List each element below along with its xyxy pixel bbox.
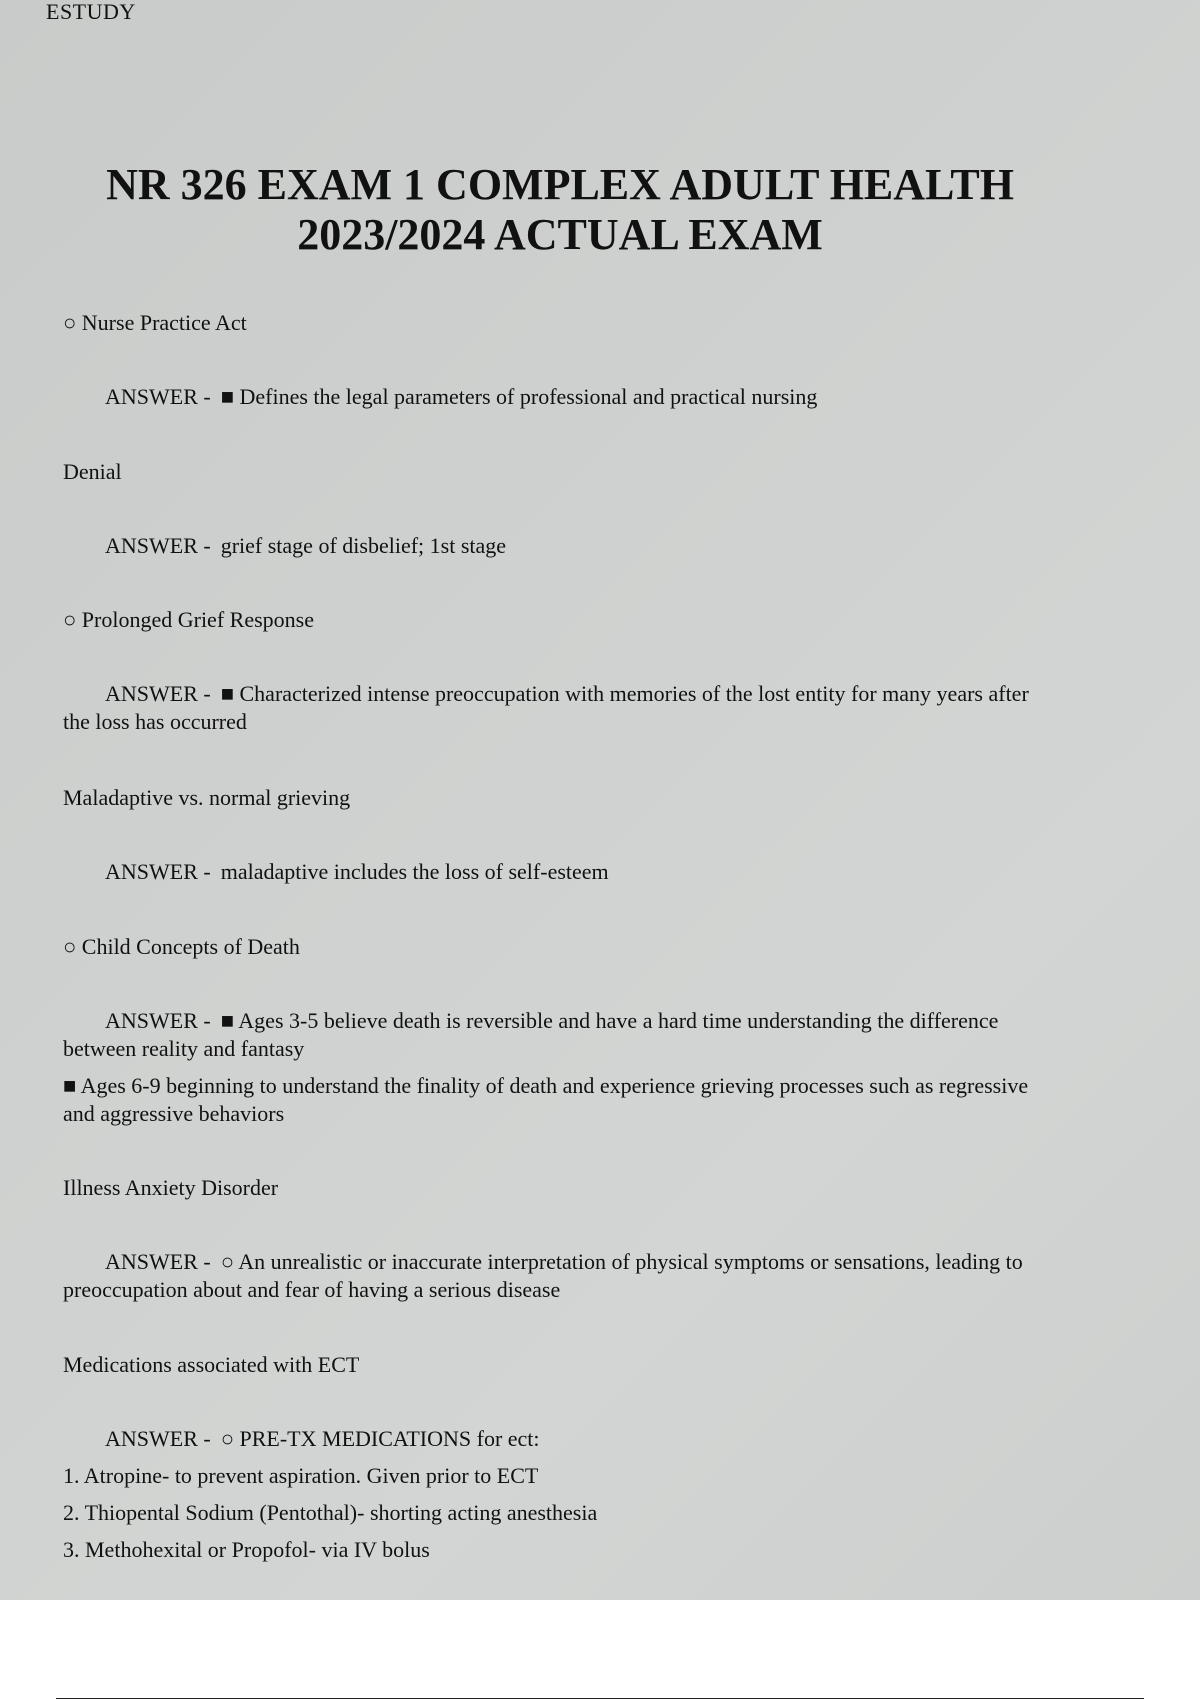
answer-body: ■ Ages 3-5 believe death is reversible and have a hard time understanding the difference between reality and fantasy xyxy=(63,1008,999,1061)
title-line-1: NR 326 EXAM 1 COMPLEX ADULT HEALTH xyxy=(106,160,1014,209)
medication-list-item: 1. Atropine- to prevent aspiration. Given prior to ECT xyxy=(63,1463,539,1488)
answer-body: grief stage of disbelief; 1st stage xyxy=(220,533,507,558)
answer-label: ANSWER - xyxy=(105,1249,211,1274)
question-text: Medications associated with ECT xyxy=(63,1352,360,1377)
answer-text xyxy=(63,858,1043,886)
question-text: ○ Child Concepts of Death xyxy=(63,934,300,959)
question-text: Maladaptive vs. normal grieving xyxy=(63,785,351,810)
answer-text xyxy=(63,1007,1043,1063)
answer-label: ANSWER - xyxy=(105,1426,211,1451)
qa-item-illness-anxiety xyxy=(63,1174,1043,1304)
medication-list-item: 3. Methohexital or Propofol- via IV bolus xyxy=(63,1537,430,1562)
question-text: ○ Nurse Practice Act xyxy=(63,310,247,335)
title-line-2: 2023/2024 ACTUAL EXAM xyxy=(297,210,823,259)
answer-label: ANSWER - xyxy=(105,681,211,706)
answer-label: ANSWER - xyxy=(105,533,211,558)
qa-item-prolonged-grief xyxy=(63,606,1043,736)
answer-body: ■ Defines the legal parameters of professional and practical nursing xyxy=(220,384,818,409)
answer-body: ○ An unrealistic or inaccurate interpretation of physical symptoms or sensations, leading to preoccupation about and fear of having a serious disease xyxy=(63,1249,1023,1302)
answer-continuation: ■ Ages 6-9 beginning to understand the finality of death and experience grieving processes such as regressive and aggressive behaviors xyxy=(63,1073,1029,1126)
answer-label: ANSWER - xyxy=(105,1008,211,1033)
answer-body: ■ Characterized intense preoccupation with memories of the lost entity for many years after the loss has occurred xyxy=(63,681,1029,734)
qa-item-maladaptive-grieving xyxy=(63,784,1043,886)
qa-item-ect-medications xyxy=(63,1351,1043,1564)
question-text: Denial xyxy=(63,459,122,484)
question-text: Illness Anxiety Disorder xyxy=(63,1175,279,1200)
page-divider xyxy=(56,1698,1144,1699)
answer-text xyxy=(63,1425,1043,1453)
header-label: ESTUDY xyxy=(46,0,136,24)
question-text: ○ Prolonged Grief Response xyxy=(63,607,314,632)
qa-item-child-concepts-of-death xyxy=(63,933,1043,1128)
medication-list-item: 2. Thiopental Sodium (Pentothal)- shorting acting anesthesia xyxy=(63,1500,598,1525)
answer-text xyxy=(63,532,1043,560)
qa-item-denial xyxy=(63,458,1043,560)
qa-item-nurse-practice-act xyxy=(63,309,1043,411)
answer-label: ANSWER - xyxy=(105,859,211,884)
answer-body: maladaptive includes the loss of self-esteem xyxy=(220,859,609,884)
answer-text xyxy=(63,680,1043,736)
answer-text xyxy=(63,1248,1043,1304)
answer-label: ANSWER - xyxy=(105,384,211,409)
document-title xyxy=(60,160,1060,260)
answer-text xyxy=(63,383,1043,411)
answer-body: ○ PRE-TX MEDICATIONS for ect: xyxy=(220,1426,540,1451)
